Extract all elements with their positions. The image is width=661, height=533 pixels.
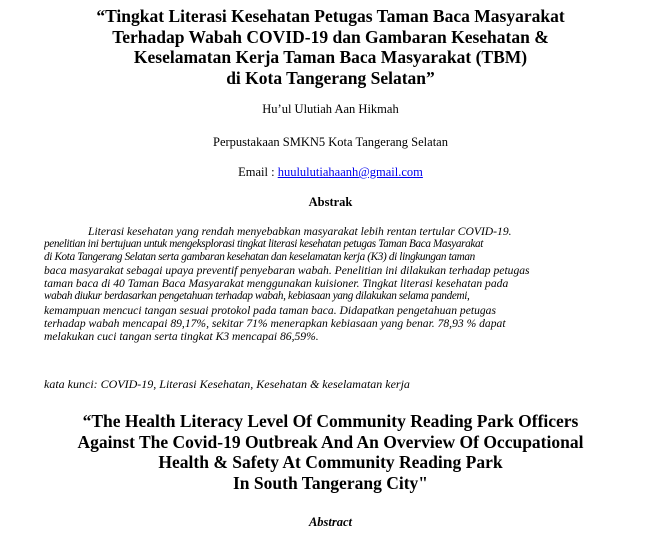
abstrak-line: Literasi kesehatan yang rendah menyebabkan masyarakat lebih rentan tertular COVID-19. [88, 225, 512, 238]
email-label: Email : [238, 165, 278, 179]
title-line: Terhadap Wabah COVID-19 dan Gambaran Kesehatan & [112, 26, 549, 47]
abstrak-heading: Abstrak [308, 195, 353, 209]
email-link[interactable]: huululutiahaanh@gmail.com [277, 165, 423, 179]
abstrak-line: terhadap wabah mencapai 89,17%, sekitar 71% menerapkan kebiasaan yang benar. 78,93 % dapat [44, 316, 506, 330]
abstrak-line: baca masyarakat sebagai upaya preventif penyebaran wabah. Penelitian ini dilakukan terhadap petugas [44, 264, 530, 278]
title-line: Health & Safety At Community Reading Park [158, 452, 503, 472]
paper-title-english [30, 411, 631, 493]
abstract-heading-english: Abstract [308, 515, 353, 529]
abstrak-line: di Kota Tangerang Selatan serta gambaran kesehatan dan keselamatan kerja (K3) di lingkungan taman [44, 251, 475, 264]
title-line: di Kota Tangerang Selatan” [226, 67, 435, 88]
title-line: “Tingkat Literasi Kesehatan Petugas Taman Baca Masyarakat [96, 6, 565, 26]
title-line: “The Health Literacy Level Of Community Reading Park Officers [82, 411, 579, 431]
abstrak-line: penelitian ini bertujuan untuk mengeksplorasi tingkat literasi kesehatan petugas Taman Baca Masyarakat [44, 238, 483, 251]
abstrak-line: melakukan cuci tangan serta tingkat K3 mencapai 86,59%. [44, 329, 319, 343]
title-line: Against The Covid-19 Outbreak And An Overview Of Occupational [77, 431, 584, 452]
title-line: In South Tangerang City" [233, 472, 428, 493]
keywords: kata kunci: COVID-19, Literasi Kesehatan, Kesehatan & keselamatan kerja [44, 377, 410, 391]
abstrak-line: wabah diukur berdasarkan pengetahuan terhadap wabah, kebiasaan yang dilakukan selama pandemi, [44, 290, 470, 303]
abstrak-body [44, 225, 620, 343]
abstrak-line: taman baca di 40 Taman Baca Masyarakat menggunakan kuisioner. Tingkat literasi kesehatan pada [44, 277, 509, 291]
author-name: Hu’ul Ulutiah Aan Hikmah [262, 102, 399, 116]
author-affiliation: Perpustakaan SMKN5 Kota Tangerang Selatan [213, 135, 448, 149]
title-line: Keselamatan Kerja Taman Baca Masyarakat (TBM) [133, 47, 528, 67]
abstrak-line: kemampuan mencuci tangan sesuai protokol pada taman baca. Didapatkan pengetahuan petugas [44, 303, 496, 317]
paper-title-indonesian [40, 6, 621, 88]
author-email-line [0, 165, 661, 180]
